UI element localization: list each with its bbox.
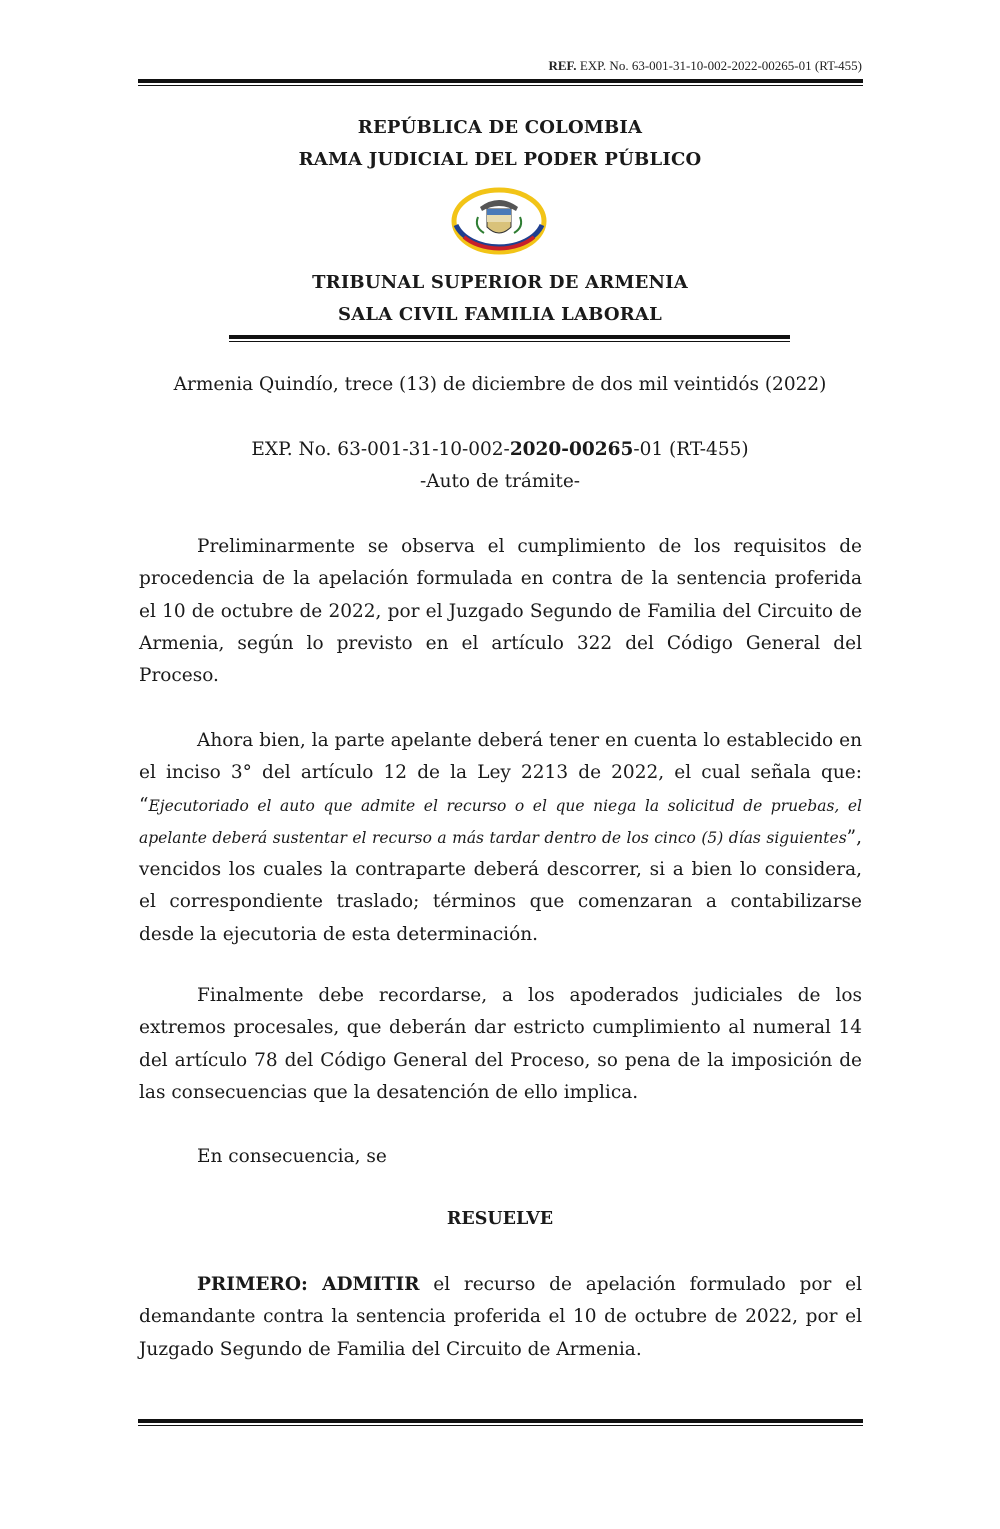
reference-text: EXP. No. 63-001-31-10-002-2022-00265-01 (RT-455) <box>579 58 862 73</box>
reference-label: REF. <box>548 58 577 73</box>
paragraph-admissibility: Preliminarmente se observa el cumplimiento de los requisitos de procedencia de la apelación formulada en contra de la sentencia proferida el 10 de octubre de 2022, por el Juzgado Segundo de Familia del Circuito de Armenia, según lo previsto en el artículo 322 del Código General del Proceso. <box>139 536 862 687</box>
header-divider <box>229 335 790 342</box>
resolution-heading: RESUELVE <box>446 1209 554 1229</box>
case-number-bold: 2020-00265 <box>509 439 634 460</box>
resolution-first-label: PRIMERO: ADMITIR <box>197 1274 420 1295</box>
date-line: Armenia Quindío, trece (13) de diciembre de dos mil veintidós (2022) <box>173 374 827 395</box>
legal-quote: Ejecutoriado el auto que admite el recurso o el que niega la solicitud de pruebas, el apelante deberá sustentar el recurso a más tardar dentro de los cinco (5) días siguientes <box>139 796 862 847</box>
header-judicial-branch: RAMA JUDICIAL DEL PODER PÚBLICO <box>298 149 702 170</box>
bottom-divider <box>138 1419 863 1426</box>
resolution-first-text: el recurso de apelación formulado por el demandante contra la sentencia proferida el 10 de octubre de 2022, por el Juzgado Segundo de Familia del Circuito de Armenia. <box>139 1274 862 1360</box>
header-chamber: SALA CIVIL FAMILIA LABORAL <box>338 304 662 325</box>
paragraph-legal-basis-start: Ahora bien, la parte apelante deberá tener en cuenta lo establecido en el inciso 3° del artículo 12 de la Ley 2213 de 2022, el cual señala que: “ <box>139 730 862 816</box>
case-number-prefix: EXP. No. 63-001-31-10-002- <box>251 439 510 460</box>
case-number <box>0 439 1000 460</box>
case-number-suffix: -01 (RT-455) <box>633 439 749 460</box>
header-republic: REPÚBLICA DE COLOMBIA <box>357 117 643 138</box>
paragraph-legal-basis-end: ”, vencidos los cuales la contraparte deberá descorrer, si a bien lo considera, el correspondiente traslado; términos que comenzaran a contabilizarse desde la ejecutoria de esta determinación. <box>139 826 862 945</box>
header-tribunal: TRIBUNAL SUPERIOR DE ARMENIA <box>312 272 688 293</box>
paragraph-consequence: En consecuencia, se <box>197 1146 387 1167</box>
resolution-first <box>139 1269 862 1366</box>
reference-header <box>0 58 862 74</box>
paragraph-legal-basis <box>139 725 862 951</box>
case-type: -Auto de trámite- <box>419 471 581 492</box>
colombia-coat-of-arms-icon <box>450 187 548 255</box>
top-divider <box>138 79 863 86</box>
paragraph-reminder: Finalmente debe recordarse, a los apoderados judiciales de los extremos procesales, que deberán dar estricto cumplimiento al numeral 14 del artículo 78 del Código General del Proceso, so pena de la imposición de las consecuencias que la desatención de ello implica. <box>139 985 862 1103</box>
